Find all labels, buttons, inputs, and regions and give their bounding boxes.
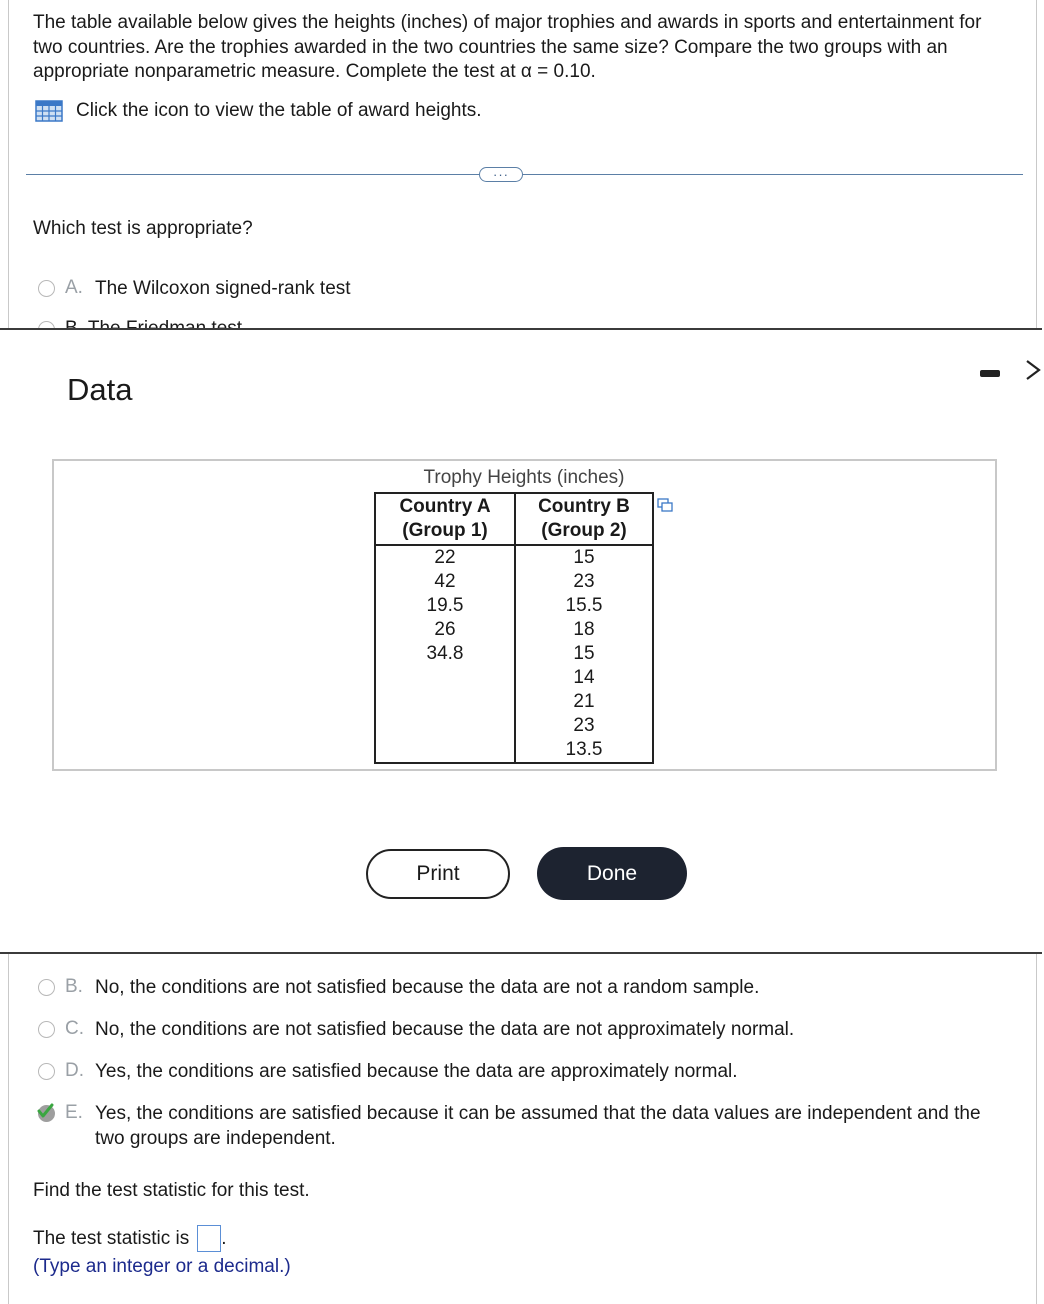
option-b-radio[interactable] [38,979,55,996]
section-divider [26,174,1023,175]
option-c-text: No, the conditions are not satisfied because the data are not approximately normal. [95,1019,795,1040]
group1-value: 42 [434,571,456,592]
expand-divider-button[interactable]: ··· [479,167,523,182]
option-b-partial [38,318,438,328]
header-group2-line2: (Group 2) [541,520,627,541]
find-statistic-prompt: Find the test statistic for this test. [33,1180,310,1201]
group2-value: 14 [573,667,595,688]
group2-value: 15 [573,643,595,664]
option-b-letter: B. [65,976,83,997]
option-a-text: The Wilcoxon signed-rank test [95,278,351,299]
statistic-input[interactable] [197,1225,221,1252]
print-button[interactable]: Print [366,849,510,899]
option-c[interactable] [38,1018,995,1043]
header-group1 [375,493,515,545]
option-b[interactable] [38,976,995,1001]
group1-values [375,545,515,763]
group2-values [515,545,653,763]
group2-value: 18 [573,619,595,640]
copy-table-icon[interactable] [657,496,673,510]
option-e-radio-selected[interactable] [38,1105,55,1122]
option-b-text: No, the conditions are not satisfied because the data are not a random sample. [95,977,760,998]
table-title: Trophy Heights (inches) [423,467,625,488]
test-question-prompt: Which test is appropriate? [33,218,253,239]
group2-value: 23 [573,571,595,592]
option-a-radio[interactable] [38,280,55,297]
table-grid-icon[interactable] [35,100,63,122]
option-d-radio[interactable] [38,1063,55,1080]
header-group2-line1: Country B [538,496,630,517]
header-group1-line1: Country A [399,496,491,517]
option-d-letter: D. [65,1060,84,1081]
statistic-label: The test statistic is [33,1227,190,1249]
option-c-radio[interactable] [38,1021,55,1038]
option-e-letter: E. [65,1102,83,1123]
option-e[interactable] [38,1102,995,1151]
header-group2 [515,493,653,545]
view-table-link[interactable] [35,100,482,122]
statistic-answer-line [33,1225,227,1252]
option-d-text: Yes, the conditions are satisfied because the data are approximately normal. [95,1061,738,1082]
group1-value: 22 [434,547,456,568]
group1-value: 26 [434,619,456,640]
done-button[interactable]: Done [537,847,687,900]
question-text: The table available below gives the heights (inches) of major trophies and awards in sports and entertainment for two countries. Are the trophies awarded in the two countries the same size? Compare the two groups with an appropriate nonparametric measure. Complete the test at α = 0.10. [33,12,982,82]
option-c-letter: C. [65,1018,84,1039]
group2-value: 21 [573,691,595,712]
option-a-letter: A. [65,277,83,298]
header-group1-line2: (Group 1) [402,520,488,541]
group2-value: 13.5 [565,739,603,760]
group1-value: 34.8 [426,643,464,664]
option-a[interactable] [38,277,995,302]
view-table-link-text[interactable]: Click the icon to view the table of award heights. [76,100,482,121]
minimize-button[interactable] [980,370,1000,377]
close-icon[interactable] [1022,358,1044,382]
group2-value: 15.5 [565,595,603,616]
modal-title: Data [67,372,133,407]
option-d[interactable] [38,1060,995,1085]
option-e-text: Yes, the conditions are satisfied because it can be assumed that the data values are independent and the two groups are independent. [95,1103,981,1149]
trophy-heights-table [374,492,654,764]
statistic-period: . [221,1227,227,1249]
group2-value: 23 [573,715,595,736]
group1-value: 19.5 [426,595,464,616]
checkmark-icon [33,1102,55,1120]
group2-value: 15 [573,547,595,568]
input-hint: (Type an integer or a decimal.) [33,1256,291,1277]
